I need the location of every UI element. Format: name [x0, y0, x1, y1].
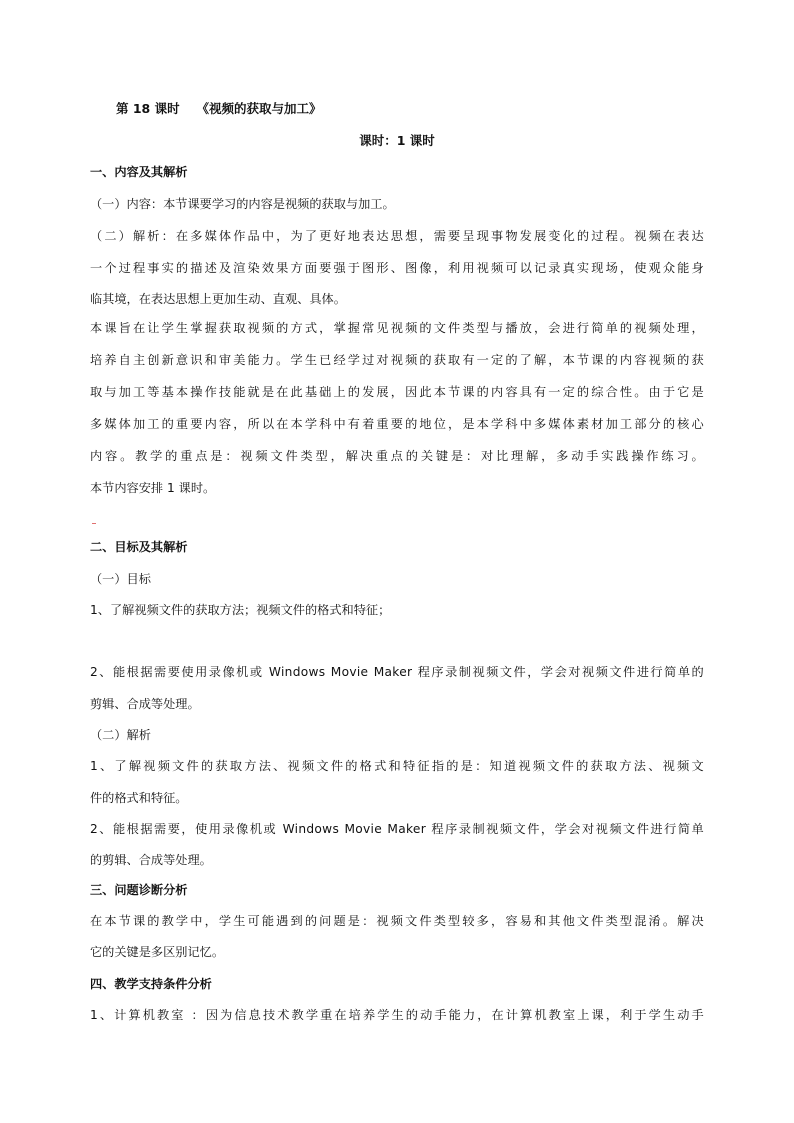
paragraph-line: 取与加工等基本操作技能就是在此基础上的发展，因此本节课的内容具有一定的综合性。由于它是 [90, 385, 704, 399]
stray-mark [92, 523, 96, 524]
paragraph-line: 多媒体加工的重要内容，所以在本学科中有着重要的地位，是本学科中多媒体素材加工部分的核心 [90, 417, 704, 431]
section-2-heading: 二、目标及其解析 [90, 540, 188, 554]
paragraph-line: 内容。教学的重点是：视频文件类型，解决重点的关键是：对比理解，多动手实践操作练习。 [90, 449, 704, 463]
lesson-time: 课时：1 课时 [359, 133, 435, 148]
paragraph-line: 一个过程事实的描述及渲染效果方面要强于图形、图像，利用视频可以记录真实现场，使观众能身 [90, 261, 704, 275]
paragraph-line: 本节内容安排 1 课时。 [90, 481, 216, 495]
list-item: 1、了解视频文件的获取方法；视频文件的格式和特征； [90, 603, 391, 617]
paragraph-line: 培养自主创新意识和审美能力。学生已经学过对视频的获取有一定的了解，本节课的内容视频的获 [90, 353, 704, 367]
paragraph-line: 它的关键是多区别记忆。 [90, 945, 225, 959]
subheading: （一）目标 [90, 572, 151, 586]
list-item: 2、能根据需要使用录像机或 Windows Movie Maker 程序录制视频文件，学会对视频文件进行简单的 [90, 665, 704, 679]
list-item: 2、能根据需要，使用录像机或 Windows Movie Maker 程序录制视频文件，学会对视频文件进行简单 [90, 822, 704, 836]
list-item-continued: 件的格式和特征。 [90, 791, 188, 805]
paragraph-line: 本课旨在让学生掌握获取视频的方式，掌握常见视频的文件类型与播放，会进行简单的视频处理， [90, 321, 704, 335]
subheading: （二）解析 [90, 728, 151, 742]
lesson-title: 第 18 课时 《视频的获取与加工》 [116, 101, 322, 116]
paragraph-line: 1、计算机教室 ：因为信息技术教学重在培养学生的动手能力，在计算机教室上课，利于学生动手 [90, 1008, 704, 1022]
section-3-heading: 三、问题诊断分析 [90, 883, 188, 897]
list-item-continued: 的剪辑、合成等处理。 [90, 853, 212, 867]
section-4-heading: 四、教学支持条件分析 [90, 977, 212, 991]
paragraph-line: （二）解析：在多媒体作品中，为了更好地表达思想，需要呈现事物发展变化的过程。视频在表达 [90, 229, 704, 243]
paragraph-line: 在本节课的教学中，学生可能遇到的问题是：视频文件类型较多，容易和其他文件类型混淆。解决 [90, 914, 704, 928]
paragraph: （一）内容：本节课要学习的内容是视频的获取与加工。 [90, 197, 395, 211]
section-1-heading: 一、内容及其解析 [90, 165, 188, 179]
list-item: 1、了解视频文件的获取方法、视频文件的格式和特征指的是：知道视频文件的获取方法、视频文 [90, 759, 704, 773]
list-item-continued: 剪辑、合成等处理。 [90, 697, 200, 711]
paragraph-line: 临其境，在表达思想上更加生动、直观、具体。 [90, 292, 346, 306]
